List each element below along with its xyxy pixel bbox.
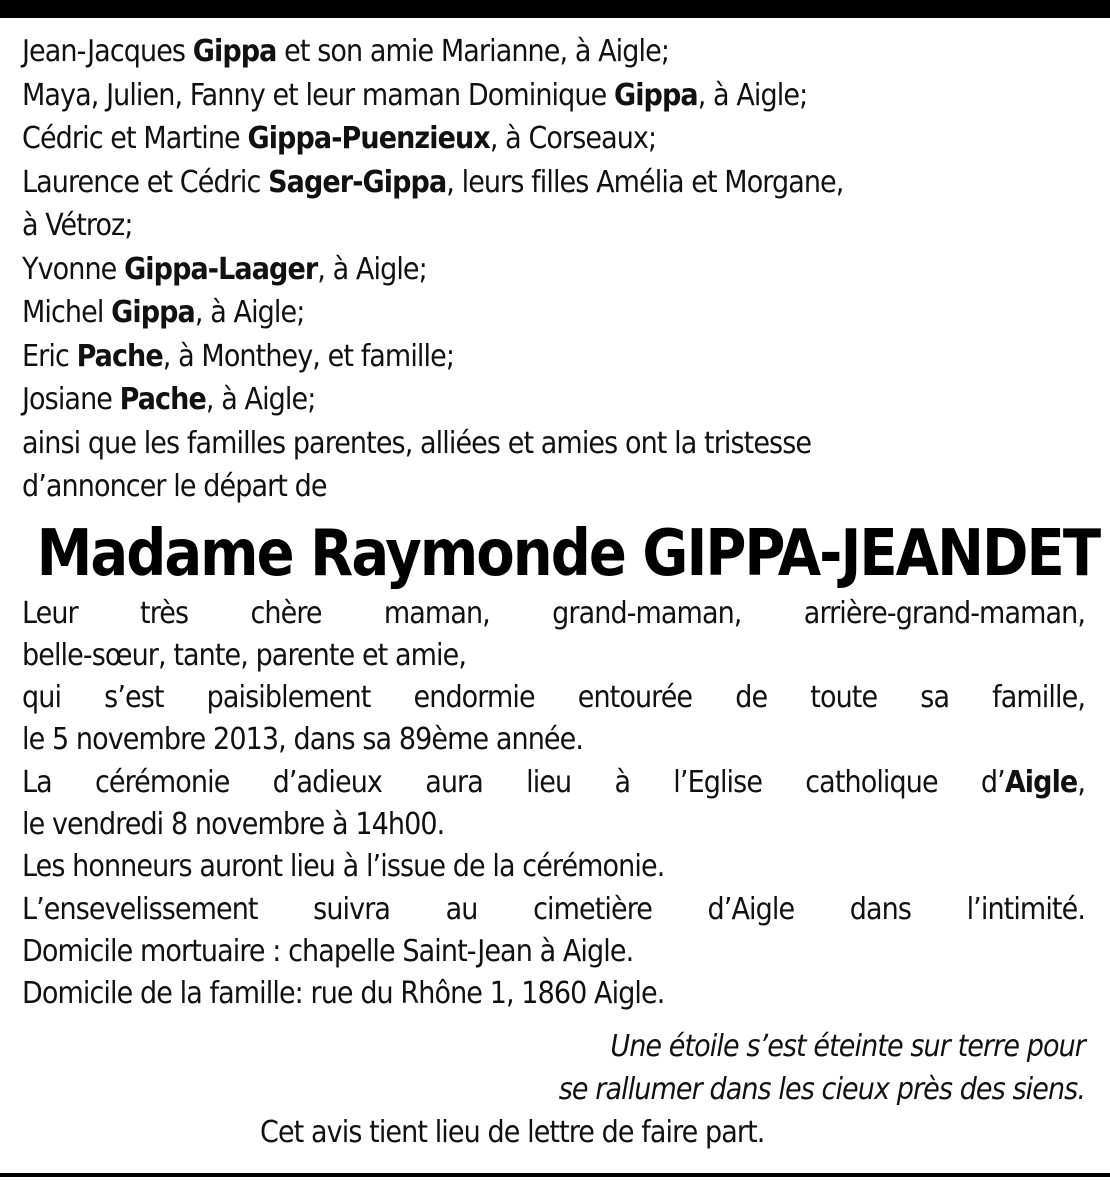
family-line-text: , à Aigle; xyxy=(194,295,305,330)
family-line-text: , à Monthey, et famille; xyxy=(162,338,455,374)
family-line-text: , à Aigle; xyxy=(697,77,808,113)
obituary-notice xyxy=(22,30,1100,1154)
family-surname: Gippa xyxy=(192,34,277,69)
deceased-name: Madame Raymonde GIPPA-JEANDET xyxy=(36,516,1100,591)
family-line xyxy=(22,161,1085,205)
family-surname: Gippa xyxy=(111,295,195,330)
family-line-text: Josiane xyxy=(22,382,120,417)
body-line: Leur très chère maman, grand-maman, arrière-grand-maman, xyxy=(22,595,1085,631)
family-line-text: à Vétroz; xyxy=(22,208,133,243)
family-line-text: , leurs filles Amélia et Morgane, xyxy=(446,164,844,200)
memorial-quote xyxy=(22,1025,1085,1111)
family-line xyxy=(22,74,1085,118)
quote-line: se rallumer dans les cieux près des siens. xyxy=(558,1072,1085,1108)
family-surname: Gippa xyxy=(613,77,698,113)
notice-body xyxy=(22,593,1085,1016)
top-rule xyxy=(0,0,1110,18)
body-line: Les honneurs auront lieu à l’issue de la cérémonie. xyxy=(22,849,665,885)
family-line-text: d’annoncer le départ de xyxy=(22,469,327,504)
quote-line: Une étoile s’est éteinte sur terre pour xyxy=(610,1029,1085,1065)
family-line-text: Jean-Jacques xyxy=(22,34,193,69)
family-line xyxy=(22,335,1085,379)
family-surname: Sager-Gippa xyxy=(268,164,447,200)
family-line-text: , à Aigle; xyxy=(205,382,316,417)
body-line-text: , xyxy=(1077,764,1085,800)
family-line-text: Michel xyxy=(22,295,112,330)
family-surname: Gippa-Puenzieux xyxy=(247,121,490,156)
family-line xyxy=(22,465,1085,509)
family-line-text: Laurence et Cédric xyxy=(22,164,269,200)
family-line xyxy=(22,378,1085,422)
family-surname: Pache xyxy=(119,382,206,417)
family-list xyxy=(22,30,1085,509)
family-line-text: Yvonne xyxy=(22,251,125,287)
family-surname: Gippa-Laager xyxy=(124,251,318,287)
family-line-text: ainsi que les familles parentes, alliées et amies ont la tristesse xyxy=(22,425,812,461)
family-line-text: , à Corseaux; xyxy=(489,121,657,156)
body-line-text: La cérémonie d’adieux aura lieu à l’Eglise catholique d’ xyxy=(22,764,1005,800)
body-line: belle-sœur, tante, parente et amie, xyxy=(22,637,467,673)
body-line: Domicile de la famille: rue du Rhône 1, 1860 Aigle. xyxy=(22,976,665,1012)
family-line xyxy=(22,422,1085,466)
family-line xyxy=(22,291,1085,335)
bottom-rule xyxy=(0,1173,1110,1177)
family-line-text: Maya, Julien, Fanny et leur maman Dominique xyxy=(22,77,614,113)
body-line: Domicile mortuaire : chapelle Saint-Jean à Aigle. xyxy=(22,933,634,969)
family-line-text: Cédric et Martine xyxy=(22,121,248,156)
footer-note: Cet avis tient lieu de lettre de faire part. xyxy=(260,1115,765,1151)
family-line-text: Eric xyxy=(22,338,77,374)
body-line-ceremony xyxy=(22,762,1085,804)
family-line xyxy=(22,204,1085,248)
ceremony-place: Aigle xyxy=(1004,764,1078,800)
family-line-text: et son amie Marianne, à Aigle; xyxy=(276,34,670,69)
body-line: qui s’est paisiblement endormie entourée de toute sa famille, xyxy=(22,680,1085,716)
family-line xyxy=(22,117,1085,161)
family-line xyxy=(22,30,1085,74)
family-line xyxy=(22,248,1085,292)
body-line: le 5 novembre 2013, dans sa 89ème année. xyxy=(22,722,584,758)
family-surname: Pache xyxy=(76,338,163,374)
body-line: le vendredi 8 novembre à 14h00. xyxy=(22,806,445,842)
family-line-text: , à Aigle; xyxy=(317,251,427,287)
body-line: L’ensevelissement suivra au cimetière d’Aigle dans l’intimité. xyxy=(22,891,1085,927)
